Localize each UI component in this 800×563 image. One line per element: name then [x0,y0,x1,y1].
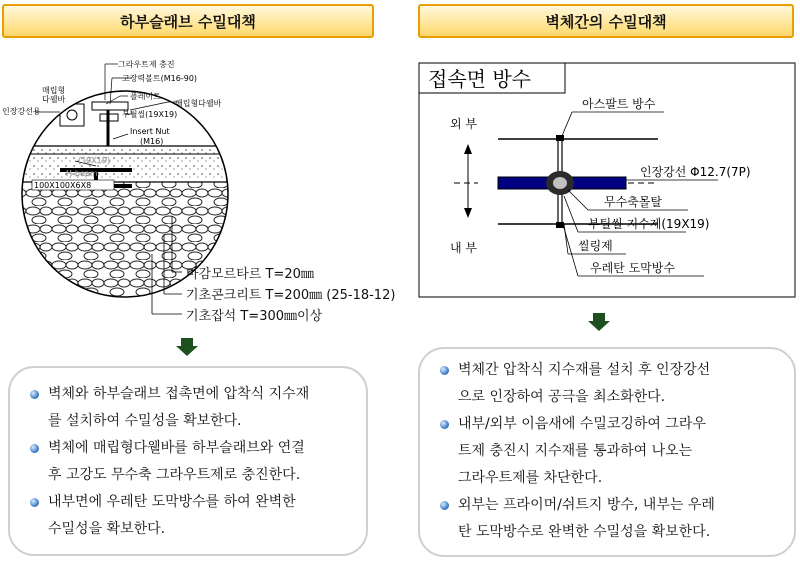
callout-embed-2: 다웰바 [42,95,66,104]
bullet-icon [440,501,449,510]
down-arrow-left-icon [176,338,198,356]
right-title: 벽체간의 수밀대책 [418,4,794,38]
right-note-2: 내부/외부 이음새에 수밀코깅하여 그라우 트제 충진시 지수재를 통과하여 나오는 그라우트제를 차단한다. [438,411,784,492]
layer-foundation-concrete: 기초콘크리트 T=200㎜ (25-18-12) [186,288,396,303]
label-asphalt: 아스팔트 방수 [582,97,656,111]
callout-hbeam: H-beam [66,169,98,178]
left-note-3: 내부면에 우레탄 도막방수를 하여 완벽한 수밀성을 확보한다. [28,489,350,543]
bullet-icon [30,390,39,399]
callout-tension-steel: 인장강선용 [2,107,41,116]
left-title: 하부슬래브 수밀대책 [2,4,374,38]
bullet-icon [440,366,449,375]
outside-label: 외 부 [450,117,477,131]
callout-insert-nut: Insert Nut [130,127,170,136]
label-butyl: 부틸씰 지수제(19X19) [588,217,710,231]
left-note-2: 벽체에 매립형다웰바를 하부슬래브와 연결 후 고강도 무수축 그라우트제로 충진한다. [28,435,350,489]
layer-foundation-gravel: 기초잡석 T=300㎜이상 [186,309,323,324]
label-sealant: 씰링제 [578,239,613,253]
inside-label: 내 부 [450,241,477,255]
label-tendon: 인장강선 Φ12.7(7P) [640,165,751,179]
callout-grout-fill: 그라우트제 충진 [118,60,175,69]
down-arrow-right-icon [588,313,610,331]
bullet-icon [440,420,449,429]
label-urethane: 우레탄 도막방수 [590,261,675,275]
layer-finish-mortar: 마감모르타르 T=20㎜ [186,267,314,282]
diagram-title: 접속면 방수 [428,67,531,91]
right-notes-box [418,347,796,557]
right-note-1: 벽체간 압착식 지수재를 설치 후 인장강선 으로 인장하여 공극을 최소화한다. [438,357,784,411]
callout-insert-nut-size: (M16) [140,137,164,146]
left-notes-box [8,366,368,556]
callout-plate: 플레이트 [130,92,161,101]
bullet-icon [30,498,39,507]
left-note-1: 벽체와 하부슬래브 접촉면에 압착식 지수재 를 설치하여 수밀성을 확보한다. [28,381,350,435]
callout-buried-welding-bar: 매립형다웰바 [175,99,222,108]
callout-butyl-seal: 부틸씰(19X19) [122,110,178,119]
label-mortar: 무수축몰탈 [604,195,662,209]
callout-high-strength-bolt: 고장력볼트(M16-90) [122,74,198,83]
wall-joint-diagram [418,62,798,298]
callout-hbeam-size: 100X100X6X8 [34,181,92,190]
bullet-icon [30,444,39,453]
callout-embed-1: 매립형 [42,86,66,95]
right-note-3: 외부는 프라이머/쉬트지 방수, 내부는 우레 탄 도막방수로 완벽한 수밀성을 확보한다. [438,492,784,546]
callout-seal-small: (19X19) [78,156,111,165]
